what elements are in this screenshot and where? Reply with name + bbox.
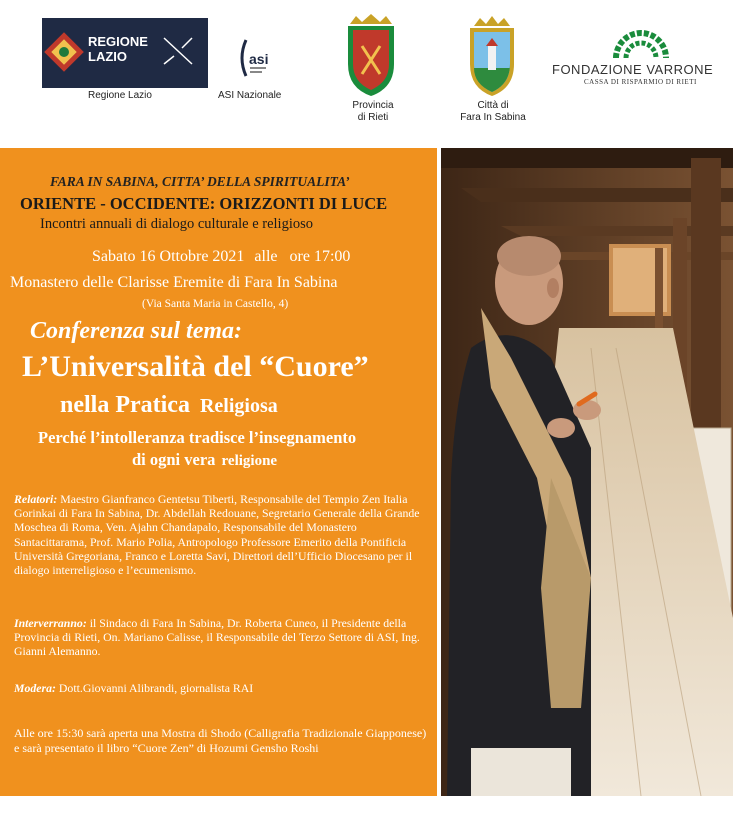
series-title: ORIENTE - OCCIDENTE: ORIZZONTI DI LUCE <box>20 194 388 213</box>
provincia-caption: Provincia di Rieti <box>352 100 394 123</box>
svg-text:asi: asi <box>249 51 269 67</box>
asi-caption: ASI Nazionale <box>218 90 282 101</box>
varrone-title: FONDAZIONE VARRONE <box>552 62 714 77</box>
event-venue: Monastero delle Clarisse Eremite di Fara In Sabina <box>10 274 338 291</box>
relatori-paragraph: Relatori: Maestro Gianfranco Gentetsu Tiberti, Responsabile del Tempio Zen Italia Gorinkai di Fara In Sabina, Dr. Abdellah Redouane, Segretario Generale della Grande Moschea di Roma, Ven. Ajahn Chandapalo, Responsabile del Monastero Santacittarama, Prof. Mario Polia, Antropologo Professore Emerito della Pontificia Università Gregoriana, Franco e Loretta Savi, Direttori dell’Ufficio Diocesano per il dialogo interreligioso e l’ecumenismo. <box>14 492 420 578</box>
provincia-rieti-crest-icon <box>340 14 402 98</box>
conference-subtitle: Perché l’intolleranza tradisce l’insegnamento <box>38 428 357 447</box>
relatori-label: Relatori: <box>14 492 58 506</box>
interverranno-paragraph: Interverranno: il Sindaco di Fara In Sabina, Dr. Roberta Cuneo, il Presidente della Provincia di Rieti, On. Mariano Calisse, il Responsabile del Terzo Settore di ASI, Ing. Gianni Alemanno. <box>14 616 420 659</box>
asi-logo-icon <box>236 36 276 80</box>
event-date: Sabato 16 Ottobre 2021 <box>92 248 245 265</box>
event-alle: alle <box>254 248 278 265</box>
monk-corridor-illustration <box>441 148 733 796</box>
varrone-subtitle: CASSA DI RISPARMIO DI RIETI <box>584 78 697 86</box>
modera-label: Modera: <box>14 681 56 695</box>
sponsor-logos <box>0 0 750 140</box>
interverranno-label: Interverranno: <box>14 616 87 630</box>
regione-lazio-logo <box>42 18 208 88</box>
fondazione-varrone-arch-icon <box>612 24 670 60</box>
modera-paragraph: Modera: Dott.Giovanni Alibrandi, giornalista RAI <box>14 681 254 695</box>
mostra-paragraph: Alle ore 15:30 sarà aperta una Mostra di Shodo (Calligrafia Tradizionale Giapponese) e sarà presentato il libro “Cuore Zen” di Hozumi Gensho Roshi <box>14 726 427 755</box>
city-heading: FARA IN SABINA, CITTA’ DELLA SPIRITUALITA’ <box>50 174 350 189</box>
event-address: (Via Santa Maria in Castello, 4) <box>142 298 289 310</box>
conference-subtitle-line2: di ogni vera religione <box>132 450 278 469</box>
event-datetime <box>92 248 350 266</box>
regione-lazio-caption: Regione Lazio <box>88 90 152 101</box>
series-subtitle: Incontri annuali di dialogo culturale e religioso <box>40 216 314 232</box>
fara-caption: Città di Fara In Sabina <box>460 100 526 123</box>
fara-in-sabina-crest-icon <box>462 16 522 98</box>
conference-label: Conferenza sul tema: <box>30 318 243 344</box>
event-time: ore 17:00 <box>289 248 351 265</box>
conference-title: L’Universalità del “Cuore” <box>22 350 369 383</box>
conference-title-line2: nella Pratica Religiosa <box>60 392 278 418</box>
monk-photo <box>441 148 733 796</box>
lazio-mark-line2: LAZIO <box>88 49 127 64</box>
event-text-panel <box>0 148 437 796</box>
lazio-mark-line1: REGIONE <box>88 34 148 49</box>
